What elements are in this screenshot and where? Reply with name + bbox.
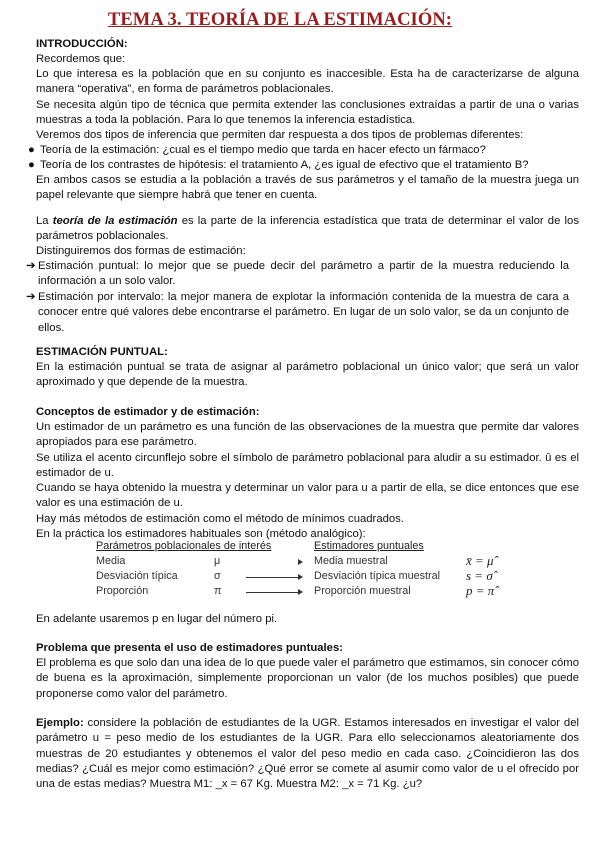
param-name: Desviación típica: [96, 570, 178, 582]
arrow-head-icon: [298, 574, 303, 580]
intro-heading: INTRODUCCIÓN:: [36, 38, 128, 50]
note-paragraph: En adelante usaremos p en lugar del número pi.: [36, 613, 278, 625]
conceptos-p4: Hay más métodos de estimación como el método de mínimos cuadrados.: [36, 513, 404, 525]
ejemplo-paragraph: [36, 716, 579, 792]
param-name: Media: [96, 555, 126, 567]
problema-p1: El problema es que solo dan una idea de lo que puede valer el parámetro que estimamos, sin conocer cómo de buena es la aproximación, simplemente proporcionan un valor (de los muchos posibles) que puede proponerse como valor del parámetro.: [36, 657, 579, 700]
param-symbol: μ: [214, 555, 221, 567]
estimator-name: Proporción muestral: [314, 585, 411, 597]
puntual-heading: ESTIMACIÓN PUNTUAL:: [36, 346, 168, 358]
bullet-text: Teoría de la estimación: ¿cual es el tiempo medio que tarda en hacer efecto un fármaco?: [40, 144, 486, 156]
arrow-line: [246, 592, 300, 593]
estimator-name: Desviación típica muestral: [314, 570, 441, 582]
arrow-right-icon: ➔: [26, 260, 36, 272]
definition-pre: La: [36, 215, 53, 227]
conceptos-heading: Conceptos de estimador y de estimación:: [36, 406, 260, 418]
param-name: Proporción: [96, 585, 149, 597]
definition-intro: Distinguiremos dos formas de estimación:: [36, 245, 246, 257]
intro-p5: En ambos casos se estudia a la población a través de sus parámetros y el tamaño de la muestra juega un papel relevante que siempre habrá que tener en cuenta.: [36, 174, 579, 202]
bullet-text: Teoría de los contrastes de hipótesis: el tratamiento A, ¿es igual de efectivo que el tratamiento B?: [40, 159, 529, 171]
intro-p4: Veremos dos tipos de inferencia que permiten dar respuesta a dos tipos de problemas diferentes:: [36, 129, 524, 141]
arrow-head-icon: [298, 589, 303, 595]
ejemplo-text: considere la población de estudiantes de la UGR. Estamos interesados en investigar el valor del parámetro u = peso medio de los estudiantes de la UGR. Para ello seleccionamos aleatoriamente dos muestras de 20 estudiantes y obtenemos el valor del peso medio en cada caso. ¿Coincidieron las dos medias? ¿Cuál es mejor como estimación? ¿Qué error se comete al asumir como valor de u el ofrecido por una de estas medias? Muestra M1: _x = 67 Kg. Muestra M2: _x = 71 Kg. ¿u?: [36, 717, 579, 791]
intro-p3: Se necesita algún tipo de técnica que permita extender las conclusiones extraídas a partir de una o varias muestras a toda la población. Para lo que tenemos la inferencia estadística.: [36, 99, 579, 127]
arrow-text: Estimación por intervalo: la mejor manera de explotar la información contenida de la muestra de cara a conocer entre qué valores debe encontrarse el parámetro. En lugar de un solo valor, se da un conjunto de ellos.: [38, 291, 569, 334]
estimators-table: [96, 540, 516, 600]
arrow-head-icon: [298, 559, 303, 565]
estimator-formula: s = σ̂: [466, 568, 493, 583]
bullet-item: [28, 143, 588, 158]
bullet-dot-icon: ●: [28, 159, 35, 171]
arrow-item: [26, 290, 586, 336]
param-symbol: σ: [214, 570, 221, 582]
arrow-right-icon: ➔: [26, 291, 36, 303]
definition-post: es la parte de la inferencia estadística que trata de determinar el valor de los parámetros poblacionales.: [36, 215, 579, 243]
estimator-formula: p = π̂: [466, 583, 495, 598]
conceptos-p1: Un estimador de un parámetro es una función de las observaciones de la muestra que permite dar valores apropiados para ese parámetro.: [36, 421, 579, 449]
definition-paragraph: [36, 214, 579, 245]
conceptos-p2: Se utiliza el acento circunflejo sobre el símbolo de parámetro poblacional para aludir a su estimador. û es el estimador de u.: [36, 452, 579, 480]
table-header-params: Parámetros poblacionales de interés: [96, 540, 272, 552]
estimator-name: Media muestral: [314, 555, 388, 567]
ejemplo-label: Ejemplo:: [36, 717, 84, 729]
arrow-line: [246, 577, 300, 578]
problema-heading: Problema que presenta el uso de estimadores puntuales:: [36, 642, 343, 654]
intro-p2: Lo que interesa es la población que en su conjunto es inaccesible. Esta ha de caracterizarse de alguna manera “operativa”, en forma de parámetros poblacionales.: [36, 68, 579, 96]
arrow-item: [26, 259, 586, 290]
table-header-estimators: Estimadores puntuales: [314, 540, 424, 552]
intro-p1: Recordemos que:: [36, 53, 126, 65]
conceptos-p3: Cuando se haya obtenido la muestra y determinar un valor para u a partir de ella, se dice entonces que ese valor es una estimación de u.: [36, 482, 579, 510]
estimator-formula: x̄ = μ̂: [466, 553, 494, 568]
definition-emphasis: teoría de la estimación: [52, 215, 178, 227]
conceptos-p5: En la práctica los estimadores habituales son (método analógico):: [36, 528, 366, 540]
puntual-p1: En la estimación puntual se trata de asignar al parámetro poblacional un único valor; que será un valor aproximado y que depende de la muestra.: [36, 361, 579, 389]
param-symbol: π: [214, 585, 222, 597]
page-title: TEMA 3. TEORÍA DE LA ESTIMACIÓN:: [107, 10, 453, 30]
arrow-text: Estimación puntual: lo mejor que se puede decir del parámetro a partir de la muestra reduciendo la información a un solo valor.: [38, 260, 569, 288]
bullet-item: [28, 158, 588, 173]
bullet-dot-icon: ●: [28, 144, 35, 156]
